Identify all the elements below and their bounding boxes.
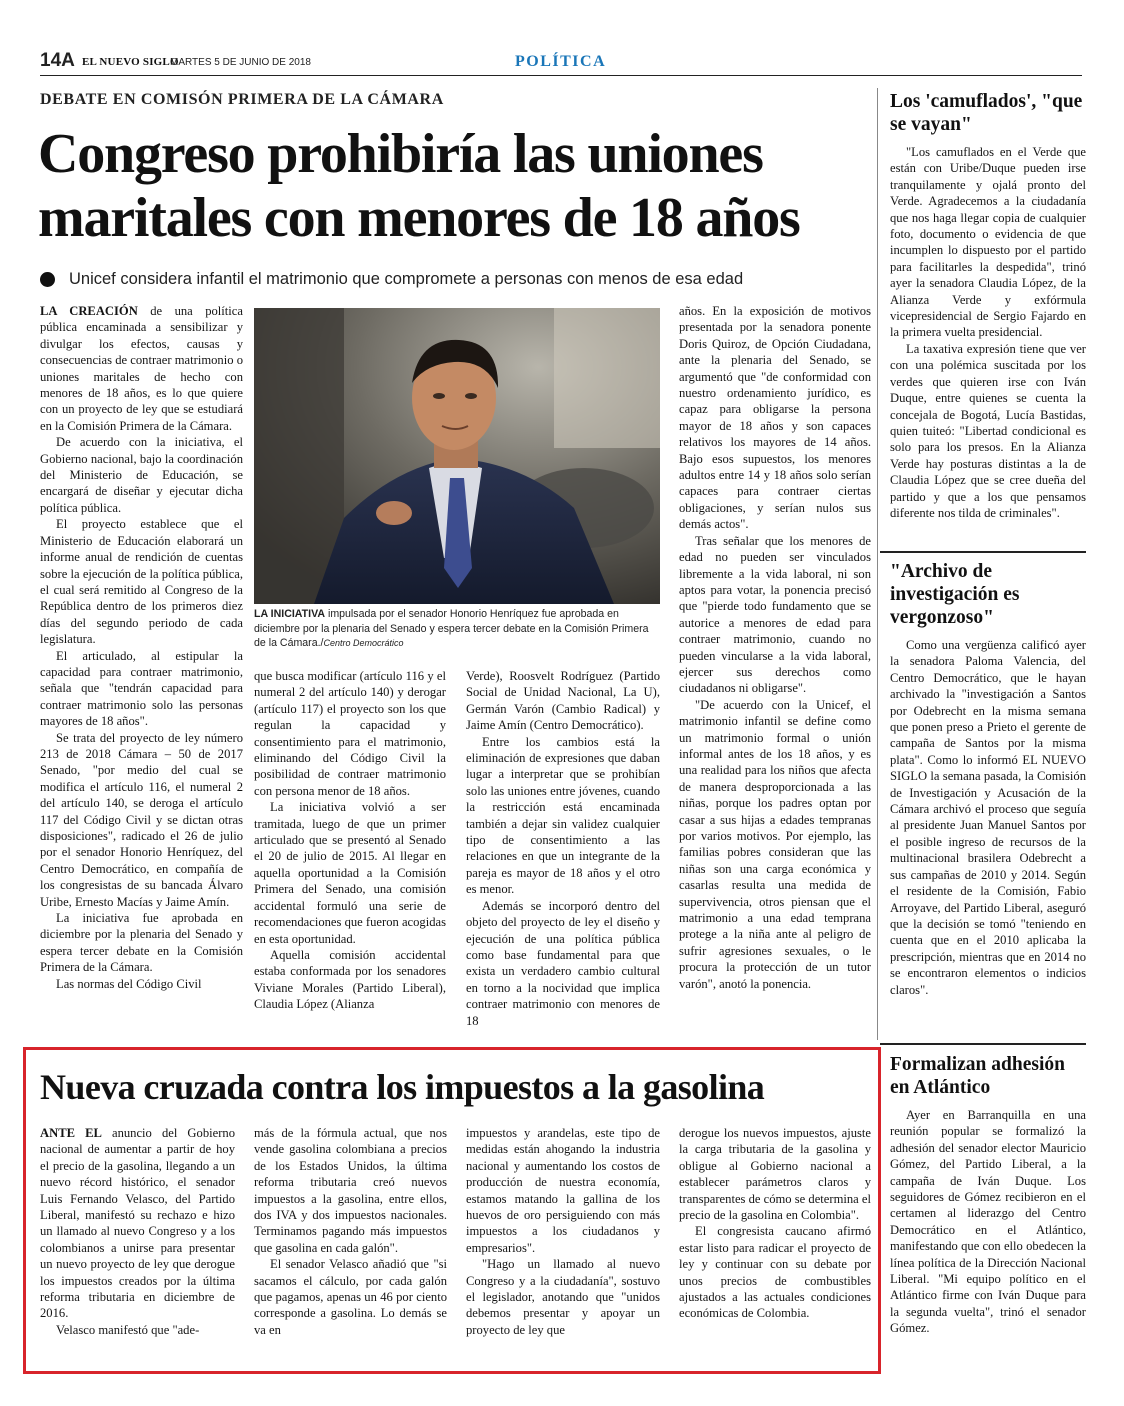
boxed-headline: Nueva cruzada contra los impuestos a la gasolina xyxy=(40,1067,765,1107)
paragraph: El senador Velasco añadió que "si sacamos el cálculo, por cada galón que pagamos, apenas un 46 por ciento corresponde a gasolina. Lo demás se va en xyxy=(254,1257,447,1337)
bullet-icon xyxy=(40,272,55,287)
paragraph: "Hago un llamado al nuevo Congreso y a la ciudadanía", sostuvo el legislador, anotando que "unidos debemos presentar y apoyar un proyecto de ley que xyxy=(466,1257,660,1337)
paragraph: La iniciativa volvió a ser tramitada, luego de que un primer articulado que se presentó al Senado el 20 de julio de 2015. Al llegar en aquella oportunidad a la Comisión Primera del Senado, una comisión accidental formuló una serie de recomendaciones que fueron acogidas en esta oportunidad. xyxy=(254,800,446,946)
paragraph: derogue los nuevos impuestos, ajuste la carga tributaria de la gasolina y obligue al Gobierno nacional a establecer parámetros claros y transparentes de cómo se determina el precio de la gasolina en Colombia". xyxy=(679,1126,871,1223)
paragraph: Se trata del proyecto de ley número 213 de 2018 Cámara – 50 de 2017 Senado, "por medio del cual se modifica el artículo 116, el numeral 2 del artículo 140, se deroga el artículo 117 del Código Civil y se dictan otras disposiciones", radicado el 26 de julio por el senador Honorio Henríquez, del Centro Democrático, en compañía de los congresistas de su bancada Álvaro Uribe, Ernesto Macías y Jaime Amín. xyxy=(40,730,243,909)
paragraph: "De acuerdo con la Unicef, el matrimonio infantil se define como un matrimonio formal o unión informal antes de los 18 años, y es una realidad para los niños que afecta de manera desproporcionada a las niñas, porque los padres optan por casar a sus hijas a edades tempranas por varios motivos. Por ejemplo, las familias pobres consideran que las niñas son una carga económica y casarlas resulta una medida de supervivencia, otros piensan que el matrimonio a una edad temprana protege a la niña ante al peligro de sufrir agresiones sexuales, o le procura la protección de un tutor varón", anotó la ponencia. xyxy=(679,697,871,991)
paragraph: Tras señalar que los menores de edad no pueden ser vinculados libremente a la vida laboral, ni son aptos para votar, la ponencia precisó que "pierde todo fundamento que se autorice a menores de edad para contraer matrimonio, cuando no pueden vincularse a la vida laboral, ejercer sus derechos como ciudadanos ni obligarse". xyxy=(679,533,871,696)
brief-text xyxy=(890,144,1086,521)
article-kicker: DEBATE EN COMISÓN PRIMERA DE LA CÁMARA xyxy=(40,91,444,108)
article-photo xyxy=(254,308,660,604)
brief-divider xyxy=(880,551,1086,553)
paragraph: El congresista caucano afirmó estar listo para radicar el proyecto de ley y continuar con su debate por unos precios de combustibles ajustados a las actuales condiciones económicas de Colombia. xyxy=(679,1224,871,1321)
paragraph: Como una vergüenza calificó ayer la senadora Paloma Valencia, del Centro Democrático, que le hayan archivado la "investigación a Santos por Odebrecht en la misma semana que ponen preso a Prieto el gerente de campaña de Santos por la misma plata". Como lo informó EL NUEVO SIGLO la semana pasada, la Comisión de Investigación y Acusación de la Cámara archivó el proceso que seguía al presidente Juan Manuel Santos por el posible ingreso de recursos de la multinacional brasilera Odebrecht a sus campañas de 2010 y 2014. Según el residente de la Comisión, Fabio Arroyave, del Partido Liberal, aseguró que la decisión se tomó "teniendo en cuenta que en el 2010 aplicaba la prescripción, mientras que en 2014 no se encontraron elementos o indicios claros". xyxy=(890,638,1086,997)
article-column-3 xyxy=(466,668,660,1029)
paragraph: años. En la exposición de motivos presentada por la senadora ponente Doris Quiroz, de Opción Ciudadana, ante la plenaria del Senado, se argumentó que "de conformidad con nuestro ordenamiento jurídico, es capaz para obligarse la persona mayor de 18 años y son capaces relativos los mayores de 14 años. Bajo esos supuestos, los menores adultos entre 14 y 18 años solo serían capaces para contraer ciertas obligaciones, y serían nulos sus demás actos". xyxy=(679,304,871,532)
lead-in: LA CREACIÓN xyxy=(40,304,138,318)
issue-date: MARTES 5 DE JUNIO DE 2018 xyxy=(170,57,311,68)
brief-title: "Archivo de investigación es vergonzoso" xyxy=(890,561,1020,628)
paragraph: impuestos y arandelas, este tipo de medidas están ahogando la industria nacional y aumentando los costos de producción de nuestra economía, estamos matando la gallina de los huevos de oro persiguiendo con más impuestos a los ciudadanos y empresarios". xyxy=(466,1126,660,1255)
paragraph: La taxativa expresión tiene que ver con una polémica suscitada por los verdes que quieren irse con Iván Duque, entre quienes se cuenta la concejala de Bogotá, Lucía Bastidas, quien tuiteó: "Libertad condicional es solo para los presos. En la Alianza Verde hay posturas distintas a la de Claudia López que se cree dueña del partido y que a los que pensamos diferente nos tilda de criminales". xyxy=(890,341,1086,520)
brief-text xyxy=(890,637,1086,998)
subtitle-text: Unicef considera infantil el matrimonio que compromete a personas con menos de esa edad xyxy=(69,270,744,288)
article-column-2 xyxy=(254,668,446,1013)
sidebar-brief-1 xyxy=(890,90,1086,521)
paragraph: El articulado, al estipular la capacidad para contraer matrimonio, señala que "tendrán capacidad para contraer matrimonio solo las personas mayores de 18 años". xyxy=(40,648,243,729)
paragraph: Verde), Roosvelt Rodríguez (Partido Social de Unidad Nacional, La U), Germán Varón (Cambio Radical) y Jaime Amín (Centro Democrático). xyxy=(466,669,660,733)
paper-name: EL NUEVO SIGLO xyxy=(82,56,179,68)
column-divider xyxy=(877,88,878,1040)
paragraph: El proyecto establece que el Ministerio de Educación elaborará un informe anual de rendición de cuentas sobre la ejecución de la política pública, el cual será remitido al Congreso de la República dentro de los primeros diez días del segundo periodo de cada legislatura. xyxy=(40,517,243,647)
paragraph: Ayer en Barranquilla en una reunión popular se formalizó la adhesión del senador elector Mauricio Gómez, del Partido Liberal, a la campaña de Iván Duque. Los seguidores de Gómez recibieron en el certamen al liderazgo del Centro Democrático en el Atlántico, manifestando que con ello obedecen la línea política de la Dirección Nacional Liberal. "Mi equipo político en el Atlántico firme con Iván Duque para la segunda vuelta", trinó el senador Gómez. xyxy=(890,1108,1086,1336)
paragraph xyxy=(40,1125,235,1322)
paragraph: Además se incorporó dentro del objeto del proyecto de ley el diseño y ejecución de una política pública como base fundamental para que exista un verdadero cambio cultural en torno a la nocividad que implica contraer matrimonio con menores de 18 xyxy=(466,898,660,1028)
paragraph-text: anuncio del Gobierno nacional de aumentar a partir de hoy el precio de la gasolina, llegando a un nuevo récord histórico, el senador Luis Fernando Velasco, del Partido Liberal, manifestó su rechazo e hizo un llamado al nuevo Congreso y a los colombianos a unirse para presentar un nuevo proyecto de ley que derogue los impuestos creados por la última reforma tributaria en diciembre de 2016. xyxy=(40,1126,235,1321)
photo-credit: Centro Democrático xyxy=(323,638,404,649)
caption-text: impulsada por el senador Honorio Henríquez fue aprobada en diciembre por la plenaria del Senado y espera tercer debate en la Comisión Primera de la Cámara./ xyxy=(254,608,649,650)
paragraph-text: de una política pública encaminada a sensibilizar y divulgar los efectos, causas y consecuencias de contraer matrimonio o uniones maritales de hecho con menores de 18 años, es lo que quiere con un proyecto de ley que se estudiará en la Comisión Primera de la Cámara. xyxy=(40,304,243,433)
sidebar-brief-2 xyxy=(890,560,1086,998)
caption-lead: LA INICIATIVA xyxy=(254,608,326,620)
page-header xyxy=(40,48,1082,76)
article-subtitle xyxy=(40,270,870,289)
paragraph: que busca modificar (artículo 116 y el numeral 2 del artículo 140) y derogar (artículo 117) el proyecto son los que regulan la capacidad y consentimiento para el matrimonio, eliminando del Código Civil la posibilidad de contraer matrimonio con persona menor de 18 años. xyxy=(254,669,446,798)
paragraph: Velasco manifestó que "ade- xyxy=(56,1322,200,1337)
lead-in: ANTE EL xyxy=(40,1126,102,1140)
section-title: POLÍTICA xyxy=(515,53,607,70)
paragraph: Aquella comisión accidental estaba conformada por los senadores Viviane Morales (Partido Liberal), Claudia López (Alianza xyxy=(254,947,446,1012)
photo-caption xyxy=(254,607,660,651)
boxed-column-4 xyxy=(679,1125,871,1322)
brief-text xyxy=(890,1107,1086,1337)
article-column-4 xyxy=(679,303,871,992)
page-number: 14A xyxy=(40,50,75,71)
paragraph: La iniciativa fue aprobada en diciembre por la plenaria del Senado y espera tercer debate en la Comisión Primera de la Cámara. xyxy=(40,911,243,975)
boxed-column-2 xyxy=(254,1125,447,1338)
paragraph: De acuerdo con la iniciativa, el Gobierno nacional, bajo la coordinación del Ministerio de Educación, se encargará de diseñar y ejecutar dicha política pública. xyxy=(40,435,243,515)
brief-title: Los 'camuflados', "que se vayan" xyxy=(890,91,1083,135)
article-column-1 xyxy=(40,303,243,992)
article-headline: Congreso prohibiría las uniones maritales con menores de 18 años xyxy=(38,123,800,249)
boxed-column-3 xyxy=(466,1125,660,1338)
sidebar-brief-3 xyxy=(890,1053,1086,1337)
senator-photo-illustration xyxy=(254,308,660,604)
boxed-column-1 xyxy=(40,1125,235,1338)
paragraph: Entre los cambios está la eliminación de expresiones que daban lugar a interpretar que se prohibían solo las uniones entre jóvenes, cuando la restricción está encaminada también a dejar sin validez cualquier tipo de consentimiento a las relaciones en que un integrante de la pareja es mayor de 18 años y el otro es menor. xyxy=(466,734,660,897)
paragraph xyxy=(40,303,243,434)
paragraph: más de la fórmula actual, que nos vende gasolina colombiana a precios de los Estados Unidos, la última reforma tributaria creó nuevos impuestos a la gasolina, entre ellos, dos IVA y dos impuestos nacionales. Terminamos pagando más impuestos que gasolina en cada galón". xyxy=(254,1126,447,1255)
brief-divider xyxy=(880,1043,1086,1045)
brief-title: Formalizan adhesión en Atlántico xyxy=(890,1054,1065,1098)
paragraph: "Los camuflados en el Verde que están con Uribe/Duque pueden irse tranquilamente y ojalá pronto del Verde. Agradecemos a la ciudadanía que nos haga llegar copia de cualquier foto, documento o evidencia de que incumplen lo dispuesto por el partido para facilitarles la despedida", trinó ayer la senadora Claudia López, de la Alianza Verde y exfórmula vicepresidencial de Sergio Fajardo en la primera vuelta presidencial. xyxy=(890,145,1086,340)
paragraph: Las normas del Código Civil xyxy=(56,976,202,991)
